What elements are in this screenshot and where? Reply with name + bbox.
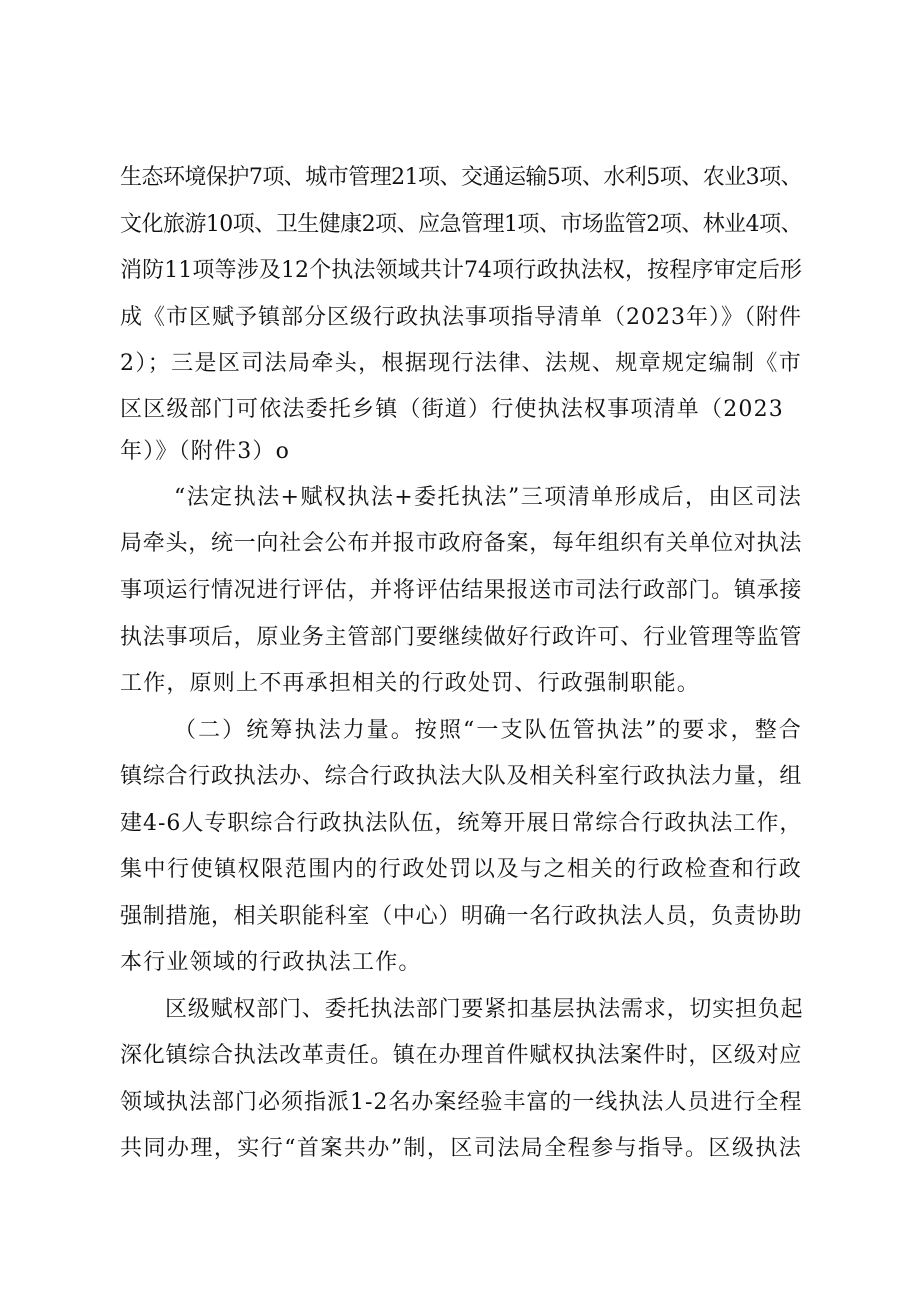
body-text-line: 工作，原则上不再承担相关的行政处罚、行政强制职能。 <box>120 671 701 696</box>
body-text-line: 成《市区赋予镇部分区级行政执法事项指导清单（2023年）》（附件 <box>120 305 802 330</box>
body-text-line: 领域执法部门必须指派1-2名办案经验丰富的一线执法人员进行全程 <box>120 1090 803 1115</box>
body-text-line: 2）；三是区司法局牵头，根据现行法律、法规、规章规定编制《市 <box>120 351 802 376</box>
body-text-line: 强制措施，相关职能科室（中心）明确一名行政执法人员，负责协助 <box>120 904 802 929</box>
body-text-line: 深化镇综合执法改革责任。镇在办理首件赋权执法案件时，区级对应 <box>120 1043 802 1068</box>
paragraph-first-line: “法定执法+赋权执法+委托执法”三项清单形成后，由区司法 <box>174 485 802 510</box>
body-text-line: 集中行使镇权限范围内的行政处罚以及与之相关的行政检查和行政 <box>120 857 802 882</box>
body-text-line: 区区级部门可依法委托乡镇（街道）行使执法权事项清单（2023 <box>120 397 784 422</box>
body-text-line: 文化旅游10项、卫生健康2项、应急管理1项、市场监管2项、林业4项、 <box>120 212 802 237</box>
body-text-line: 共同办理，实行“首案共办”制，区司法局全程参与指导。区级执法 <box>120 1136 802 1161</box>
body-text-line: 局牵头，统一向社会公布并报市政府备案，每年组织有关单位对执法 <box>120 531 802 556</box>
body-text-line: 生态环境保护7项、城市管理21项、交通运输5项、水利5项、农业3项、 <box>120 165 802 190</box>
body-text-line: 消防11项等涉及12个执法领域共计74项行政执法权，按程序审定后形 <box>120 258 802 283</box>
body-text-line: 年）》（附件3）o <box>120 439 291 464</box>
body-text-line: 建4-6人专职综合行政执法队伍，统筹开展日常综合行政执法工作， <box>120 811 803 836</box>
body-text-line: 本行业领域的行政执法工作。 <box>120 950 422 975</box>
section-heading-line: （二）统筹执法力量。按照“一支队伍管执法”的要求，整合 <box>174 718 802 743</box>
body-text-line: 事项运行情况进行评估，并将评估结果报送市司法行政部门。镇承接 <box>120 578 802 603</box>
body-text-line: 执法事项后，原业务主管部门要继续做好行政许可、行业管理等监管 <box>120 625 802 650</box>
body-text-line: 镇综合行政执法办、综合行政执法大队及相关科室行政执法力量，组 <box>120 764 802 789</box>
paragraph-first-line: 区级赋权部门、委托执法部门要紧扣基层执法需求，切实担负起 <box>165 997 804 1022</box>
